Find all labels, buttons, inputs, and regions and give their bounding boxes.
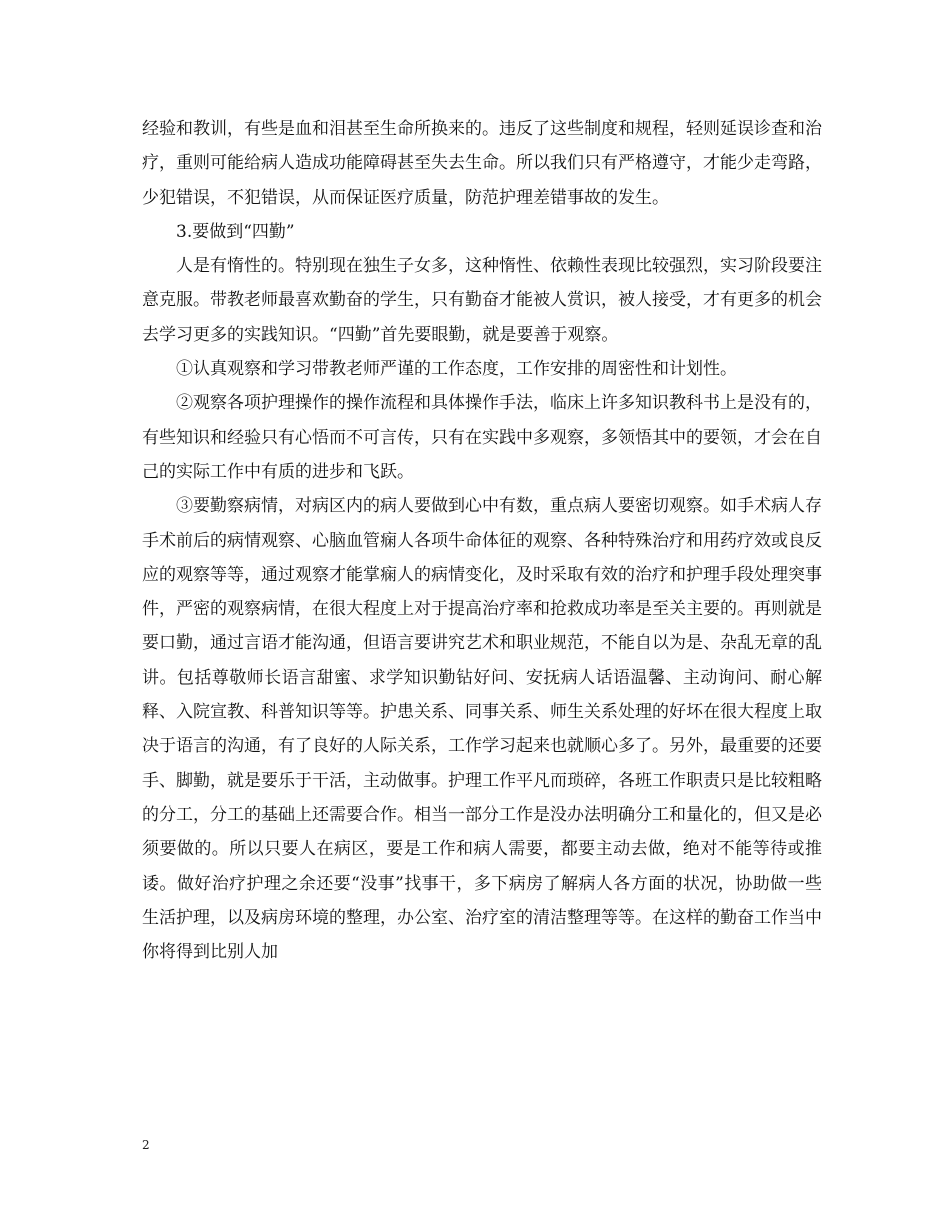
paragraph-item-1: ①认真观察和学习带教老师严谨的工作态度，工作安排的周密性和计划性。 [176,359,737,380]
paragraph-inertia: 人是有惰性的。特别现在独生子女多，这种惰性、依赖性表现比较强烈，实习阶段要注意克服。带教老师最喜欢勤奋的学生，只有勤奋才能被人赏识，被人接受，才有更多的机会去学习更多的实践知识。“四勤”首先要眼勤，就是要善于观察。 [142,256,822,345]
paragraph-continuation: 经验和教训，有些是血和泪甚至生命所换来的。违反了这些制度和规程，轻则延误诊查和治疗，重则可能给病人造成功能障碍甚至失去生命。所以我们只有严格遵守，才能少走弯路，少犯错误，不犯错误，从而保证医疗质量，防范护理差错事故的发生。 [142,119,822,208]
paragraph-item-3: ③要勤察病情，对病区内的病人要做到心中有数，重点病人要密切观察。如手术病人存手术前后的病情观察、心脑血管痫人各项牛命体征的观察、各种特殊治疗和用药疗效或良反应的观察等等，通过观察才能掌痫人的病情变化，及时采取有效的治疗和护理手段处理突事件，严密的观察病情，在很大程度上对于提高治疗率和抢救成功率是至关主要的。再则就是要口勤，通过言语才能沟通，但语言要讲究艺术和职业规范，不能自以为是、杂乱无章的乱讲。包括尊敬师长语言甜蜜、求学知识勤钻好问、安抚病人话语温馨、主动询问、耐心解释、入院宣教、科普知识等等。护患关系、同事关系、师生关系处理的好坏在很大程度上取决于语言的沟通，有了良好的人际关系，工作学习起来也就顺心多了。另外，最重要的还要手、脚勤，就是要乐于干活，主动做事。护理工作平凡而琐碎，各班工作职责只是比较粗略的分工，分工的基础上还需要合作。相当一部分工作是没办法明确分工和量化的，但又是必须要做的。所以只要人在病区，要是工作和病人需要，都要主动去做，绝对不能等待或推诿。做好治疗护理之余还要“没事”找事干，多下病房了解病人各方面的状况，协助做一些生活护理，以及病房环境的整理，办公室、治疗室的清洁整理等等。在这样的勤奋工作当中你将得到比别人加 [142,496,822,963]
paragraph-item-2: ②观察各项护理操作的操作流程和具体操作手法，临床上许多知识教科书上是没有的，有些知识和经验只有心悟而不可言传，只有在实践中多观察，多领悟其中的要领，才会在自己的实际工作中有质的进步和飞跃。 [142,393,822,482]
page-number: 2 [142,1138,150,1152]
section-heading-four-diligences: 3.要做到“四勤” [176,221,295,242]
document-body [142,112,822,969]
